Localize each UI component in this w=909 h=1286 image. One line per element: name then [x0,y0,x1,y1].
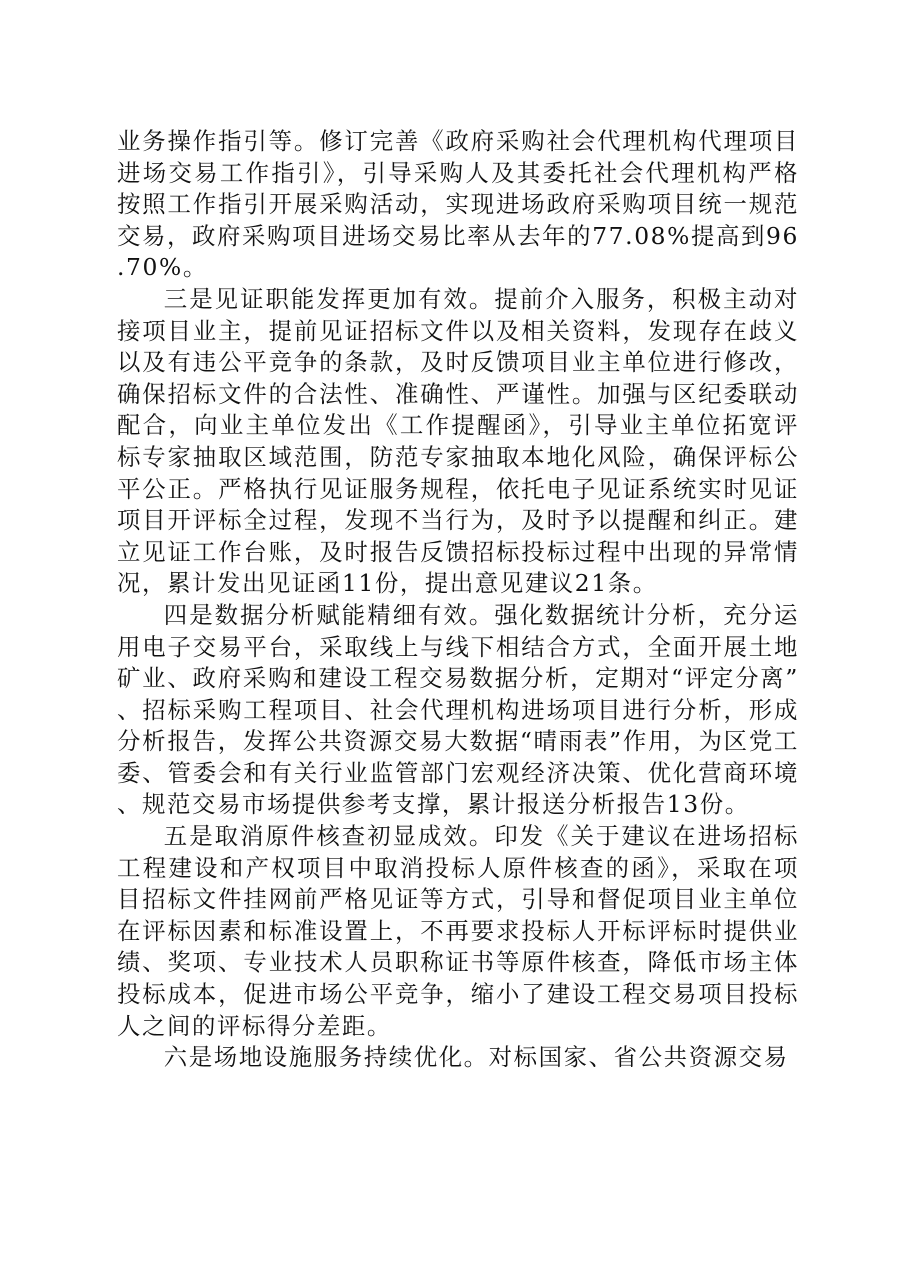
document-body [117,126,799,1074]
paragraph-data-analysis: 四是数据分析赋能精细有效。强化数据统计分析，充分运用电子交易平台，采取线上与线下相结合方式，全面开展土地矿业、政府采购和建设工程交易数据分析，定期对“评定分离”、招标采购工程项目、社会代理机构进场项目进行分析，形成分析报告，发挥公共资源交易大数据“晴雨表”作用，为区党工委、管委会和有关行业监管部门宏观经济决策、优化营商环境、规范交易市场提供参考支撑，累计报送分析报告13份。 [117,600,799,819]
paragraph-continuation: 业务操作指引等。修订完善《政府采购社会代理机构代理项目进场交易工作指引》，引导采购人及其委托社会代理机构严格按照工作指引开展采购活动，实现进场政府采购项目统一规范交易，政府采购项目进场交易比率从去年的77.08%提高到96.70%。 [117,127,799,282]
paragraph-venue-facilities: 六是场地设施服务持续优化。对标国家、省公共资源交易 [163,1043,789,1072]
paragraph-cancel-original-check: 五是取消原件核查初显成效。印发《关于建议在进场招标工程建设和产权项目中取消投标人原件核查的函》，采取在项目招标文件挂网前严格见证等方式，引导和督促项目业主单位在评标因素和标准设置上，不再要求投标人开标评标时提供业绩、奖项、专业技术人员职称证书等原件核查，降低市场主体投标成本，促进市场公平竞争，缩小了建设工程交易项目投标人之间的评标得分差距。 [117,822,799,1040]
paragraph-witness-function: 三是见证职能发挥更加有效。提前介入服务，积极主动对接项目业主，提前见证招标文件以及相关资料，发现存在歧义以及有违公平竞争的条款，及时反馈项目业主单位进行修改，确保招标文件的合法性、准确性、严谨性。加强与区纪委联动配合，向业主单位发出《工作提醒函》，引导业主单位拓宽评标专家抽取区域范围，防范专家抽取本地化风险，确保评标公平公正。严格执行见证服务规程，依托电子见证系统实时见证项目开评标全过程，发现不当行为，及时予以提醒和纠正。建立见证工作台账，及时报告反馈招标投标过程中出现的异常情况，累计发出见证函11份，提出意见建议21条。 [117,284,799,598]
